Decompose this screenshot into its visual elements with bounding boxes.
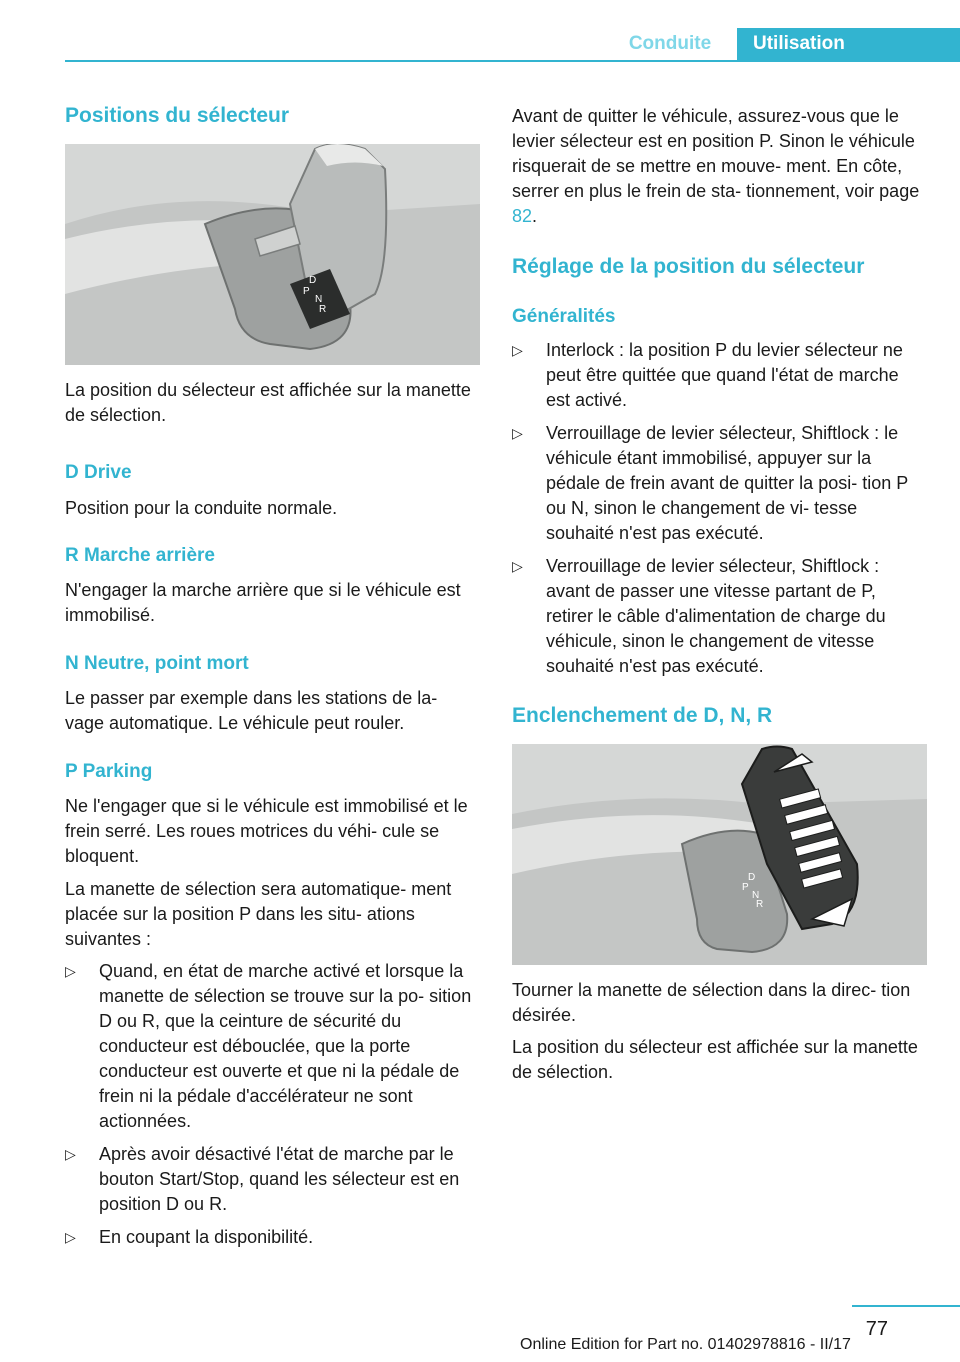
rotation-caption-2: La position du sélecteur est affichée sur la manette de sélection. <box>512 1037 918 1082</box>
gear-label-d: D <box>748 872 756 883</box>
list-item <box>512 421 927 546</box>
tab-conduite[interactable]: Conduite <box>628 33 712 54</box>
intro-text: Avant de quitter le véhicule, assurez-vous que le levier sélecteur est en position P. Sinon le véhicule risquerait de se mettre en mouve- ment. En côte, serrer en plus le frein de sta- tionnement, voir page <box>512 106 920 201</box>
footer-rule <box>852 1305 960 1307</box>
triangle-bullet-icon: ▷ <box>65 1146 76 1162</box>
tab-utilisation[interactable]: Utilisation <box>737 28 960 60</box>
triangle-bullet-icon: ▷ <box>65 963 76 979</box>
selector-rotation-image <box>512 744 927 965</box>
bullet-text: Verrouillage de levier sélecteur, Shiftlock : avant de passer une vitesse partant de P, retirer le câble d'alimentation de charge du véhicule, sinon le changement de vitesse souhaité n'est pas exécuté. <box>546 556 886 676</box>
bullet-text: Interlock : la position P du levier sélecteur ne peut être quittée que quand l'état de marche est activé. <box>546 340 903 410</box>
page-number: 77 <box>865 1318 888 1340</box>
list-item <box>512 338 927 413</box>
gear-label-d: D <box>309 275 317 286</box>
list-item <box>65 1142 480 1217</box>
bullet-text: Verrouillage de levier sélecteur, Shiftlock : le véhicule étant immobilisé, appuyer sur la pédale de frein avant de quitter la posi- tion P ou N, sinon le changement de vi- tesse souhaité n'est pas exécuté. <box>546 423 908 543</box>
drive-text: Position pour la conduite normale. <box>65 498 338 518</box>
gear-label-n: N <box>752 890 760 901</box>
parking-text-1: Ne l'engager que si le véhicule est immobilisé et le frein serré. Les roues motrices du véhi- cule se bloquent. <box>65 796 468 866</box>
bullet-text: Quand, en état de marche activé et lorsque la manette de sélection se trouve sur la po- sition D ou R, que la ceinture de sécurité du conducteur est débouclée, que la porte conducteur est ouverte et que ni la pédale de frein ni la pédale d'accélérateur ne sont actionnées. <box>99 961 472 1131</box>
gear-label-n: N <box>315 294 323 305</box>
selector-lever-illustration <box>65 144 480 365</box>
drive-title: D Drive <box>65 462 132 483</box>
list-item <box>65 1225 480 1250</box>
gear-label-p: P <box>742 882 749 893</box>
gear-label-p: P <box>303 286 310 297</box>
reverse-title: R Marche arrière <box>65 545 215 566</box>
triangle-bullet-icon: ▷ <box>512 425 523 441</box>
intro-end: . <box>532 206 538 226</box>
triangle-bullet-icon: ▷ <box>512 558 523 574</box>
parking-text-2: La manette de sélection sera automatique- ment placée sur la position P dans les situ- ations suivantes : <box>65 879 452 949</box>
gear-label-r: R <box>319 304 327 315</box>
footer-edition-text: Online Edition for Part no. 01402978816 - II/17 <box>520 1336 851 1353</box>
list-item <box>512 554 927 679</box>
reglage-title: Réglage de la position du sélecteur <box>512 255 865 278</box>
image-caption: La position du sélecteur est affichée sur la manette de sélection. <box>65 380 471 425</box>
gear-label-r: R <box>756 899 764 910</box>
selector-lever-image <box>65 144 480 365</box>
rotation-caption-1: Tourner la manette de sélection dans la direc- tion désirée. <box>512 980 911 1025</box>
bullet-text: Après avoir désactivé l'état de marche par le bouton Start/Stop, quand les sélecteur est en position D ou R. <box>99 1144 460 1214</box>
reverse-text: N'engager la marche arrière que si le véhicule est immobilisé. <box>65 580 461 625</box>
section-title-positions: Positions du sélecteur <box>65 104 290 127</box>
generalites-title: Généralités <box>512 306 616 327</box>
parking-bullet-list <box>65 959 480 1250</box>
selector-rotation-illustration <box>512 744 927 965</box>
triangle-bullet-icon: ▷ <box>512 342 523 358</box>
bullet-text: En coupant la disponibilité. <box>99 1227 314 1247</box>
list-item <box>65 959 480 1134</box>
header-rule <box>65 60 960 62</box>
page-link[interactable]: 82 <box>512 206 533 226</box>
neutral-title: N Neutre, point mort <box>65 653 249 674</box>
neutral-text: Le passer par exemple dans les stations de la- vage automatique. Le véhicule peut rouler. <box>65 688 438 733</box>
triangle-bullet-icon: ▷ <box>65 1229 76 1245</box>
generalites-bullet-list <box>512 338 927 679</box>
intro-paragraph <box>512 104 927 229</box>
enclenchement-title: Enclenchement de D, N, R <box>512 704 773 727</box>
parking-title: P Parking <box>65 761 153 782</box>
